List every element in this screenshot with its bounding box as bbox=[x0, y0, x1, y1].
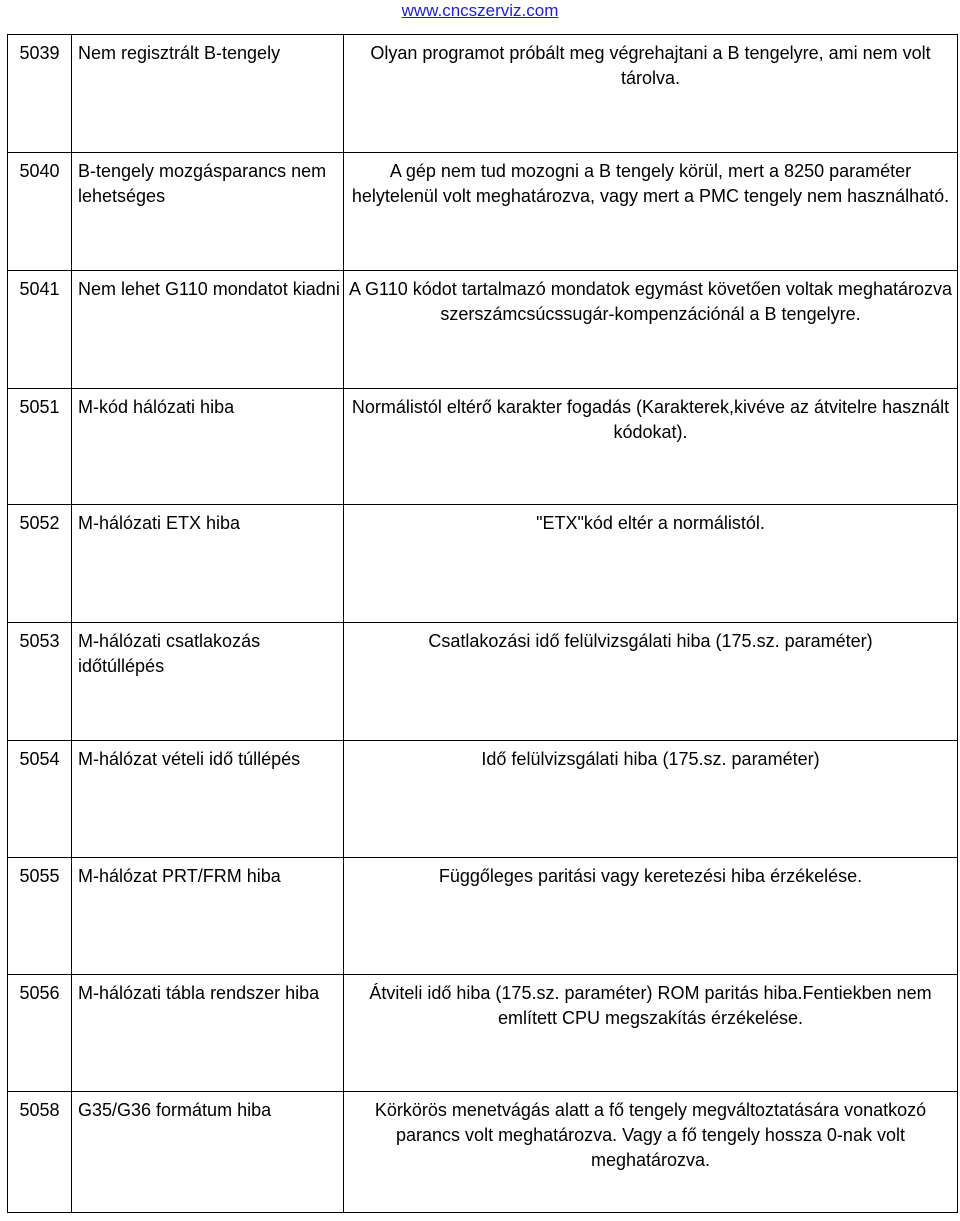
alarm-code: 5055 bbox=[8, 858, 72, 975]
alarm-code: 5041 bbox=[8, 271, 72, 389]
alarm-name: M-hálózat PRT/FRM hiba bbox=[72, 858, 344, 975]
alarm-description: Körkörös menetvágás alatt a fő tengely megváltoztatására vonatkozó parancs volt meghatározva. Vagy a fő tengely hossza 0-nak volt meghatározva. bbox=[344, 1092, 958, 1213]
alarm-description: A G110 kódot tartalmazó mondatok egymást követően voltak meghatározva szerszámcsúcssugár-kompenzációnál a B tengelyre. bbox=[344, 271, 958, 389]
site-url-link[interactable]: www.cncszerviz.com bbox=[401, 1, 559, 20]
alarm-name: M-hálózat vételi idő túllépés bbox=[72, 741, 344, 858]
alarm-code: 5039 bbox=[8, 35, 72, 153]
alarm-code: 5056 bbox=[8, 975, 72, 1092]
table-row bbox=[8, 505, 958, 623]
alarm-name: M-hálózati ETX hiba bbox=[72, 505, 344, 623]
table-row bbox=[8, 975, 958, 1092]
alarm-name: M-kód hálózati hiba bbox=[72, 389, 344, 505]
alarm-code: 5058 bbox=[8, 1092, 72, 1213]
alarm-code: 5052 bbox=[8, 505, 72, 623]
alarm-code: 5040 bbox=[8, 153, 72, 271]
alarm-description: Függőleges paritási vagy keretezési hiba érzékelése. bbox=[344, 858, 958, 975]
table-row bbox=[8, 858, 958, 975]
table-row bbox=[8, 389, 958, 505]
alarm-name: M-hálózati csatlakozás időtúllépés bbox=[72, 623, 344, 741]
table-row bbox=[8, 623, 958, 741]
table-row bbox=[8, 153, 958, 271]
alarm-description: Csatlakozási idő felülvizsgálati hiba (175.sz. paraméter) bbox=[344, 623, 958, 741]
alarm-description: A gép nem tud mozogni a B tengely körül, mert a 8250 paraméter helytelenül volt meghatározva, vagy mert a PMC tengely nem használható. bbox=[344, 153, 958, 271]
alarm-code: 5054 bbox=[8, 741, 72, 858]
alarm-name: G35/G36 formátum hiba bbox=[72, 1092, 344, 1213]
alarm-description: Normálistól eltérő karakter fogadás (Karakterek,kivéve az átvitelre használt kódokat). bbox=[344, 389, 958, 505]
table-row bbox=[8, 741, 958, 858]
table-row bbox=[8, 1092, 958, 1213]
table-row bbox=[8, 35, 958, 153]
alarm-description: "ETX"kód eltér a normálistól. bbox=[344, 505, 958, 623]
alarm-description: Átviteli idő hiba (175.sz. paraméter) ROM paritás hiba.Fentiekben nem említett CPU megszakítás érzékelése. bbox=[344, 975, 958, 1092]
alarm-name: Nem regisztrált B-tengely bbox=[72, 35, 344, 153]
alarm-name: M-hálózati tábla rendszer hiba bbox=[72, 975, 344, 1092]
alarm-code: 5053 bbox=[8, 623, 72, 741]
alarm-code: 5051 bbox=[8, 389, 72, 505]
alarm-description: Olyan programot próbált meg végrehajtani a B tengelyre, ami nem volt tárolva. bbox=[344, 35, 958, 153]
table-row bbox=[8, 271, 958, 389]
alarm-description: Idő felülvizsgálati hiba (175.sz. paraméter) bbox=[344, 741, 958, 858]
alarm-table bbox=[7, 34, 958, 1213]
alarm-name: B-tengely mozgásparancs nem lehetséges bbox=[72, 153, 344, 271]
alarm-name: Nem lehet G110 mondatot kiadni bbox=[72, 271, 344, 389]
